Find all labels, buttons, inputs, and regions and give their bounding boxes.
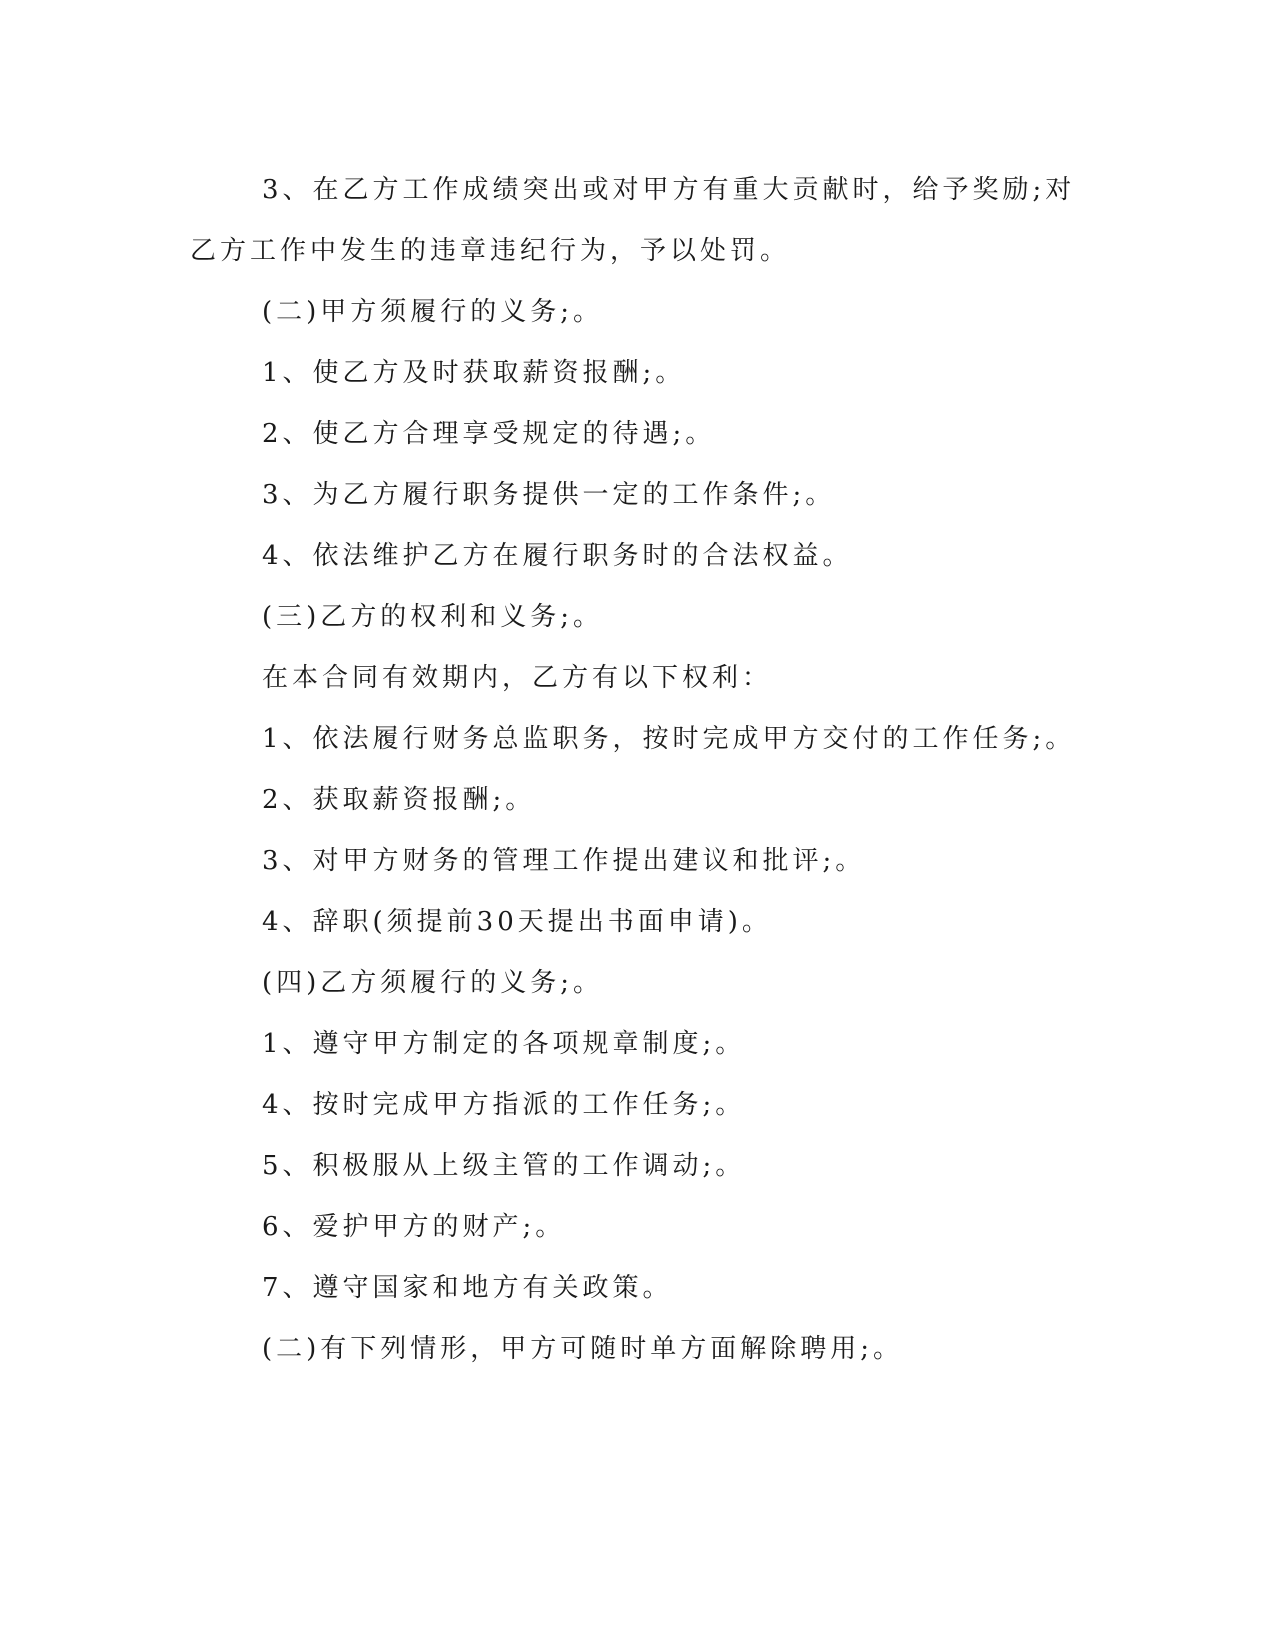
section-heading: (二)有下列情形，甲方可随时单方面解除聘用;。 — [262, 1334, 904, 1364]
list-item: 4、辞职(须提前30天提出书面申请)。 — [262, 907, 772, 937]
paragraph: 在本合同有效期内，乙方有以下权利： — [262, 663, 773, 693]
list-item: 2、获取薪资报酬;。 — [262, 785, 536, 815]
list-item: 1、遵守甲方制定的各项规章制度;。 — [262, 1029, 746, 1059]
section-heading: (四)乙方须履行的义务;。 — [262, 968, 604, 998]
list-item: 4、按时完成甲方指派的工作任务;。 — [262, 1090, 746, 1120]
list-item: 4、依法维护乙方在履行职务时的合法权益。 — [262, 541, 853, 571]
list-item: 5、积极服从上级主管的工作调动;。 — [262, 1151, 746, 1181]
list-item: 3、为乙方履行职务提供一定的工作条件;。 — [262, 480, 836, 510]
list-item: 1、依法履行财务总监职务，按时完成甲方交付的工作任务;。 — [262, 724, 1076, 754]
list-item: 3、对甲方财务的管理工作提出建议和批评;。 — [262, 846, 866, 876]
paragraph: 3、在乙方工作成绩突出或对甲方有重大贡献时，给予奖励;对乙方工作中发生的违章违纪行为，予以处罚。 — [190, 175, 1076, 266]
section-heading: (三)乙方的权利和义务;。 — [262, 602, 604, 632]
list-item: 1、使乙方及时获取薪资报酬;。 — [262, 358, 686, 388]
list-item: 7、遵守国家和地方有关政策。 — [262, 1273, 673, 1303]
list-item: 2、使乙方合理享受规定的待遇;。 — [262, 419, 716, 449]
section-heading: (二)甲方须履行的义务;。 — [262, 297, 604, 327]
list-item: 6、爱护甲方的财产;。 — [262, 1212, 566, 1242]
document-body — [190, 160, 1090, 1380]
